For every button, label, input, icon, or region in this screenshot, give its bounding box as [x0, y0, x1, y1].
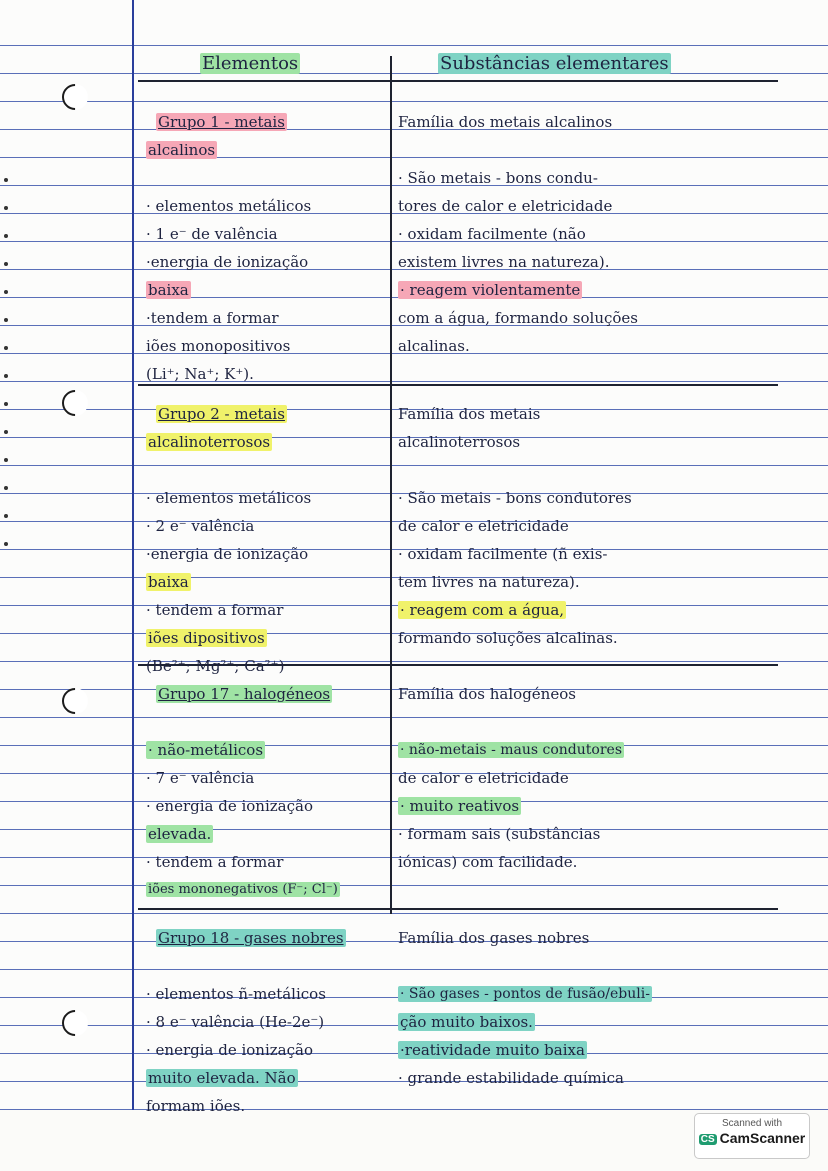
scanner-brand: CS CamScanner: [700, 1130, 806, 1146]
group18-substances: Família dos gases nobres · São gases - pontos de fusão/ebuli- ção muito baixos. ·reatividade muito baixa · grande estabilidade química: [398, 929, 650, 1087]
camscanner-logo-icon: CS: [700, 1134, 715, 1145]
group2-substances: Família dos metais alcalinoterrosos · São metais - bons condutores de calor e eletricidade · oxidam facilmente (ñ exis- tem livres na natureza). · reagem com a água, formando soluções alcalinas.: [398, 405, 632, 647]
scanner-caption: Scanned with: [721, 1118, 783, 1129]
row-rule: [138, 908, 778, 910]
margin-line: [132, 0, 134, 1110]
header-rule: [138, 80, 778, 82]
header-substancias: Substâncias elementares: [440, 53, 669, 74]
camscanner-badge: [694, 1113, 810, 1159]
group1-substances: Família dos metais alcalinos · São metais - bons condu- tores de calor e eletricidade · oxidam facilmente (não existem livres na natureza). · reagem violentamente com a água, formando soluções alcalinas.: [398, 113, 638, 355]
group18-elements: Grupo 18 - gases nobres · elementos ñ-metálicos · 8 e⁻ valência (He-2e⁻) · energia de ionização muito elevada. Não formam iões.: [146, 929, 344, 1115]
group17-elements: Grupo 17 - halogéneos · não-metálicos · 7 e⁻ valência · energia de ionização elevada. · tendem a formar iões mononegativos (F⁻; Cl⁻): [146, 685, 338, 897]
group2-elements: Grupo 2 - metais alcalinoterrosos · elementos metálicos · 2 e⁻ valência ·energia de ionização baixa · tendem a formar iões dipositivos (Be²⁺; Mg²⁺; Ca²⁺): [146, 405, 312, 675]
header-elementos: Elementos: [202, 53, 299, 74]
group1-elements: Grupo 1 - metais alcalinos · elementos metálicos · 1 e⁻ de valência ·energia de ionização baixa ·tendem a formar iões monopositivos (Li⁺; Na⁺; K⁺).: [146, 113, 312, 383]
column-divider: [390, 56, 392, 914]
group17-substances: Família dos halogéneos · não-metais - maus condutores de calor e eletricidade · muito reativos · formam sais (substâncias iónicas) com facilidade.: [398, 685, 623, 871]
